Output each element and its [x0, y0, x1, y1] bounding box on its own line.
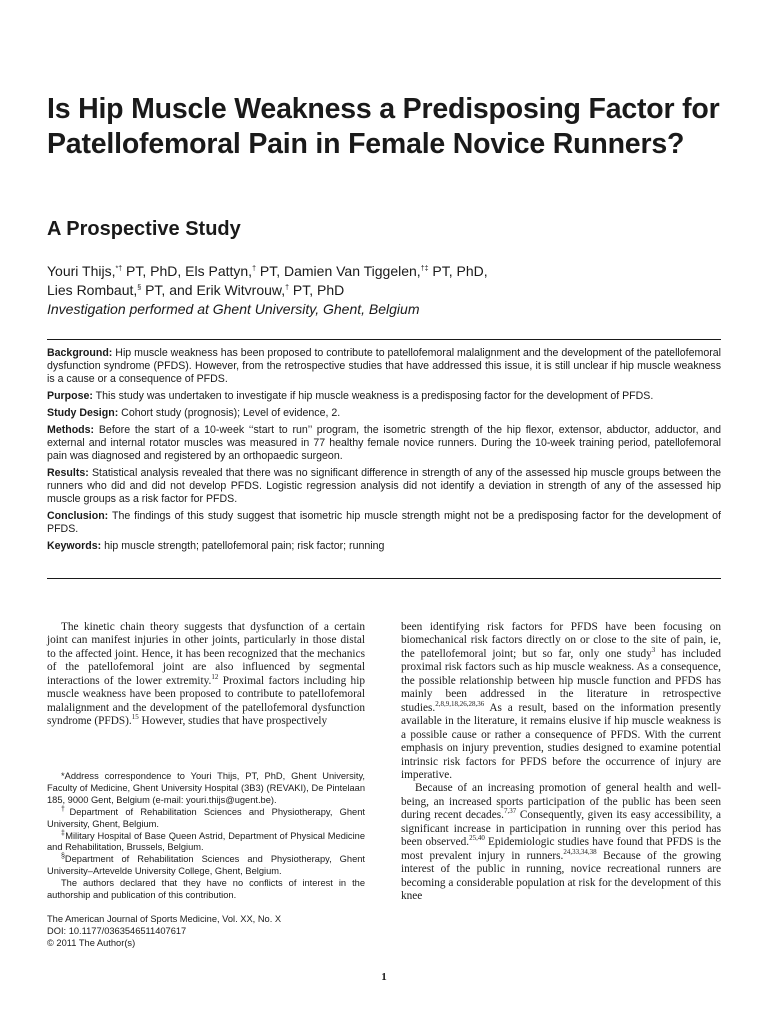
abstract-label: Conclusion: [47, 510, 109, 522]
author-credentials: PT, [255, 263, 284, 279]
abstract-text: The findings of this study suggest that isometric hip muscle strength might not be a predisposing factor for the development of PFDS. [47, 510, 721, 535]
body-text: As a result, based on the information presently available in the literature, it remains elusive if hip muscle weakness is a possible cause or rather a consequence of PFDS. With the current emphasis on injury prevention, studies designed to examine potential intrinsic risk factors for PFDS before the occurrence of injury are imperative. [401, 701, 721, 781]
abstract-text: Statistical analysis revealed that there was no significant difference in strength of any of the assessed hip muscle groups between the runners who did and did not develop PFDS. Logistic regression analysis did not identify a deviation in strength of any of the assessed hip muscle groups as a risk factor for PFDS. [47, 467, 721, 505]
body-text: The kinetic chain theory suggests that dysfunction of a certain joint can manifest injuries in other joints, particularly in those distal to the affected joint. Hence, it has been recognized that the mechanics of the patellofemoral joint are also influenced by segmental interactions of the lower extremity. [47, 621, 365, 687]
footnote [47, 878, 365, 902]
footnote-mark: † [61, 805, 70, 813]
body-column-left [47, 621, 365, 729]
reference-mark: 2,8,9,18,26,28,36 [435, 699, 485, 708]
abstract-conclusion [47, 510, 721, 536]
journal-doi: DOI: 10.1177/0363546511407617 [47, 925, 187, 936]
body-text: Proximal factors including hip muscle weakness have been proposed to contribute to patellofemoral malalignment and the development of the patellofemoral dysfunction syndrome (PFDS). [47, 674, 365, 728]
abstract-text: hip muscle strength; patellofemoral pain; risk factor; running [101, 540, 385, 552]
body-text: Consequently, given its easy accessibility, a significant increase in participation in running over this period has been observed. [401, 809, 722, 849]
body-text: Because of the growing interest of the public in running, novice recreational runners are becoming a considerable population at risk for the development of this knee [401, 849, 721, 903]
article-title: Is Hip Muscle Weakness a Predisposing Factor for Patellofemoral Pain in Female Novice Runners? [47, 93, 720, 160]
author-name: Youri Thijs, [47, 263, 116, 279]
body-text: Epidemiologic studies have found that PFDS is the most prevalent injury in runners. [401, 836, 721, 862]
abstract-text: Before the start of a 10-week ‘‘start to run’’ program, the isometric strength of the hip flexor, extensor, abductor, adductor, and external and internal rotator muscles was measured in 77 healthy female novice runners. During the 10-week training period, patellofemoral pain was diagnosed and registered by an orthopaedic surgeon. [47, 424, 721, 462]
reference-mark: 25,40 [469, 834, 485, 843]
abstract-study-design [47, 407, 721, 420]
author-affiliation-mark: *† [115, 265, 123, 273]
abstract-methods [47, 424, 721, 463]
reference-mark: 7,37 [503, 807, 517, 816]
author-credentials: PT, and [141, 282, 197, 298]
journal-info [47, 914, 365, 949]
footnote-text: Department of Rehabilitation Sciences and Physiotherapy, Ghent University–Artevelde University College, Ghent, Belgium. [47, 854, 365, 877]
author-block [47, 262, 737, 319]
body-text: However, studies that have prospectively [138, 715, 328, 728]
abstract-text: Hip muscle weakness has been proposed to contribute to patellofemoral malalignment and the development of the patellofemoral dysfunction syndrome (PFDS). However, from the retrospective studies that have addressed this issue, it is still unclear if hip muscle weakness is a cause or a consequence of PFDS. [47, 347, 721, 385]
reference-mark: 12 [211, 673, 219, 682]
abstract-text: Cohort study (prognosis); Level of evidence, 2. [118, 407, 341, 419]
body-paragraph [401, 782, 721, 903]
institution-line: Investigation performed at Ghent University, Ghent, Belgium [47, 301, 420, 317]
abstract-top-rule [47, 339, 721, 340]
abstract-label: Keywords: [47, 540, 102, 552]
footnote-text: *Address correspondence to Youri Thijs, PT, PhD, Ghent University, Faculty of Medicine, Ghent University Hospital (3B3) (REVAKI), De Pintelaan 185, 9000 Gent, Belgium (e-mail: youri.thijs@ugent.be). [47, 771, 365, 805]
footnote [47, 831, 365, 855]
reference-mark: 3 [651, 646, 656, 655]
body-paragraph [47, 621, 365, 729]
abstract-label: Methods: [47, 424, 95, 436]
body-paragraph [401, 621, 721, 782]
abstract-label: Study Design: [47, 407, 119, 419]
footnote-mark: § [61, 853, 65, 861]
footnote-text: Military Hospital of Base Queen Astrid, Department of Physical Medicine and Rehabilitation, Brussels, Belgium. [47, 830, 365, 853]
author-name: Erik Witvrouw, [196, 282, 286, 298]
author-affiliation-mark: † [252, 265, 256, 273]
reference-mark: 24,33,34,38 [563, 847, 597, 856]
body-text: has included proximal risk factors such as hip muscle weakness. As a consequence, the possible relationship between hip muscle function and PFDS has mainly been addressed in the literature in retrospective studies. [401, 647, 721, 714]
footnote [47, 807, 365, 831]
body-text: been identifying risk factors for PFDS have been focusing on biomechanical risk factors directly on or close to the site of pain, ie, the patellofemoral joint; but so far, only one study [401, 621, 721, 660]
footnote-text: The authors declared that they have no conflicts of interest in the authorship and publication of this contribution. [47, 878, 365, 901]
page-number: 1 [381, 971, 387, 983]
footnotes [47, 771, 365, 902]
abstract-results [47, 467, 721, 506]
journal-citation: The American Journal of Sports Medicine, Vol. XX, No. X [47, 914, 282, 924]
author-name: Damien Van Tiggelen, [283, 263, 421, 279]
author-list [47, 262, 737, 300]
reference-mark: 15 [131, 713, 139, 722]
abstract-text: This study was undertaken to investigate if hip muscle weakness is a predisposing factor for the development of PFDS. [92, 390, 654, 402]
footnote-mark: ‡ [61, 829, 66, 837]
abstract-keywords [47, 540, 721, 553]
journal-copyright: © 2011 The Author(s) [47, 937, 136, 948]
abstract-label: Results: [47, 467, 89, 479]
footnote-text: Department of Rehabilitation Sciences and Physiotherapy, Ghent University, Ghent, Belgium. [47, 806, 365, 829]
abstract [47, 347, 721, 557]
author-name: Els Pattyn, [185, 263, 253, 279]
author-affiliation-mark: † [285, 284, 290, 292]
author-credentials: PT, PhD, [122, 263, 186, 279]
article-subtitle: A Prospective Study [47, 218, 241, 240]
author-credentials: PT, PhD [289, 282, 345, 298]
author-credentials: PT, PhD, [428, 263, 488, 279]
author-affiliation-mark: †‡ [420, 265, 429, 273]
abstract-label: Purpose: [47, 390, 93, 402]
footnote [47, 854, 365, 878]
footnote [47, 771, 365, 807]
abstract-bottom-rule [47, 578, 721, 579]
body-text: Because of an increasing promotion of general health and well-being, an increased sports participation of the public has been seen during recent decades. [401, 782, 721, 822]
abstract-background [47, 347, 721, 386]
author-affiliation-mark: § [137, 284, 142, 292]
body-column-right [401, 621, 721, 904]
author-name: Lies Rombaut, [47, 282, 138, 298]
abstract-label: Background: [47, 347, 113, 359]
abstract-purpose [47, 390, 721, 403]
